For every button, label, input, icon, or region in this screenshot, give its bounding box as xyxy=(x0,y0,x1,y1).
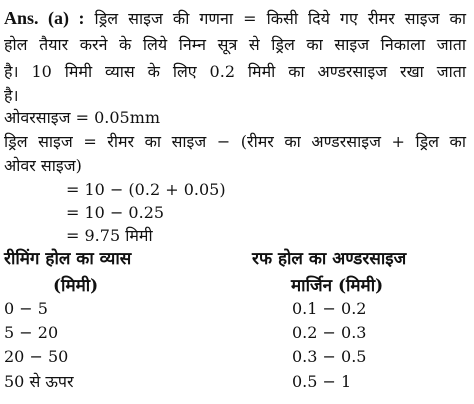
table-row-1-margin: 0.1 − 0.2 xyxy=(292,299,367,318)
table-row-3-diameter: 20 − 50 xyxy=(4,347,69,366)
answer-label: Ans. (a) : xyxy=(4,8,85,28)
answer-line-3: है। 10 मिमी व्यास के लिए 0.2 मिमी का अण्डरसाइज रखा जाता xyxy=(4,62,466,81)
table-row-2-diameter: 5 − 20 xyxy=(4,323,59,342)
equation-step-1: = 10 − (0.2 + 0.05) xyxy=(66,180,226,199)
table-row-2-margin: 0.2 − 0.3 xyxy=(292,323,367,342)
table-column-1-header-line-2: (मिमी) xyxy=(53,276,99,296)
table-row-4-diameter: 50 से ऊपर xyxy=(4,372,74,391)
answer-intro-line xyxy=(4,6,466,31)
answer-line-4: है। xyxy=(4,86,19,105)
equation-step-3: = 9.75 मिमी xyxy=(66,226,153,245)
table-row-4-margin: 0.5 − 1 xyxy=(292,372,352,391)
table-column-1-header-line-1: रीमिंग होल का व्यास xyxy=(4,249,132,269)
answer-line-2: होल तैयार करने के लिये निम्न सूत्र से ड्रिल का साइज निकाला जाता xyxy=(4,35,466,54)
table-row-1-diameter: 0 − 5 xyxy=(4,299,48,318)
table-column-2-header-line-1: रफ होल का अण्डरसाइज xyxy=(252,249,407,269)
table-row-3-margin: 0.3 − 0.5 xyxy=(292,347,367,366)
table-column-2-header-line-2: मार्जिन (मिमी) xyxy=(291,276,384,296)
formula-line-2: ओवर साइज) xyxy=(4,156,82,175)
oversize-line: ओवरसाइज = 0.05mm xyxy=(4,108,161,127)
answer-line-1: ड्रिल साइज की गणना = किसी दिये गए रीमर साइज का xyxy=(94,9,466,28)
formula-line-1: ड्रिल साइज = रीमर का साइज − (रीमर का अण्डरसाइज + ड्रिल का xyxy=(4,132,466,151)
equation-step-2: = 10 − 0.25 xyxy=(66,203,165,222)
